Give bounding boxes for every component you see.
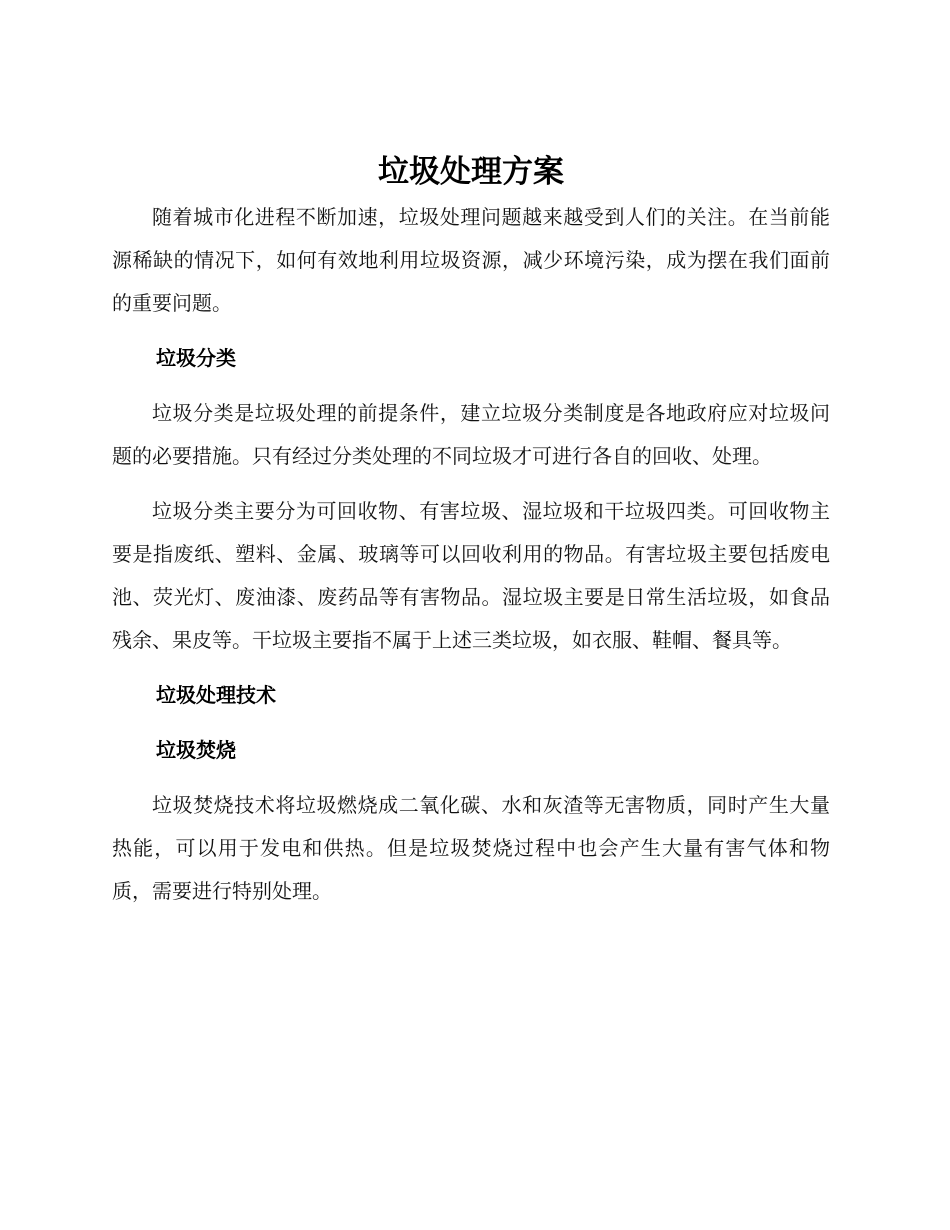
paragraph-incineration: 垃圾焚烧技术将垃圾燃烧成二氧化碳、水和灰渣等无害物质，同时产生大量热能，可以用于发电和供热。但是垃圾焚烧过程中也会产生大量有害气体和物质，需要进行特别处理。 [112, 793, 830, 903]
spacer [112, 717, 830, 729]
spacer [112, 772, 830, 784]
spacer [112, 662, 830, 674]
section-heading-technology: 垃圾处理技术 [156, 683, 276, 707]
spacer [112, 380, 830, 392]
spacer [112, 478, 830, 490]
section-heading-classification: 垃圾分类 [156, 346, 236, 370]
intro-paragraph: 随着城市化进程不断加速，垃圾处理问题越来越受到人们的关注。在当前能源稀缺的情况下，如何有效地利用垃圾资源，减少环境污染，成为摆在我们面前的重要问题。 [112, 205, 830, 315]
spacer [112, 325, 830, 337]
document-title: 垃圾处理方案 [378, 154, 564, 190]
paragraph-classification-2: 垃圾分类主要分为可回收物、有害垃圾、湿垃圾和干垃圾四类。可回收物主要是指废纸、塑料、金属、玻璃等可以回收利用的物品。有害垃圾主要包括废电池、荧光灯、废油漆、废药品等有害物品。湿垃圾主要是日常生活垃圾，如食品残余、果皮等。干垃圾主要指不属于上述三类垃圾，如衣服、鞋帽、餐具等。 [112, 499, 830, 652]
paragraph-classification-1: 垃圾分类是垃圾处理的前提条件，建立垃圾分类制度是各地政府应对垃圾问题的必要措施。只有经过分类处理的不同垃圾才可进行各自的回收、处理。 [112, 401, 830, 468]
section-heading-incineration: 垃圾焚烧 [156, 738, 236, 762]
document-body [112, 148, 830, 913]
